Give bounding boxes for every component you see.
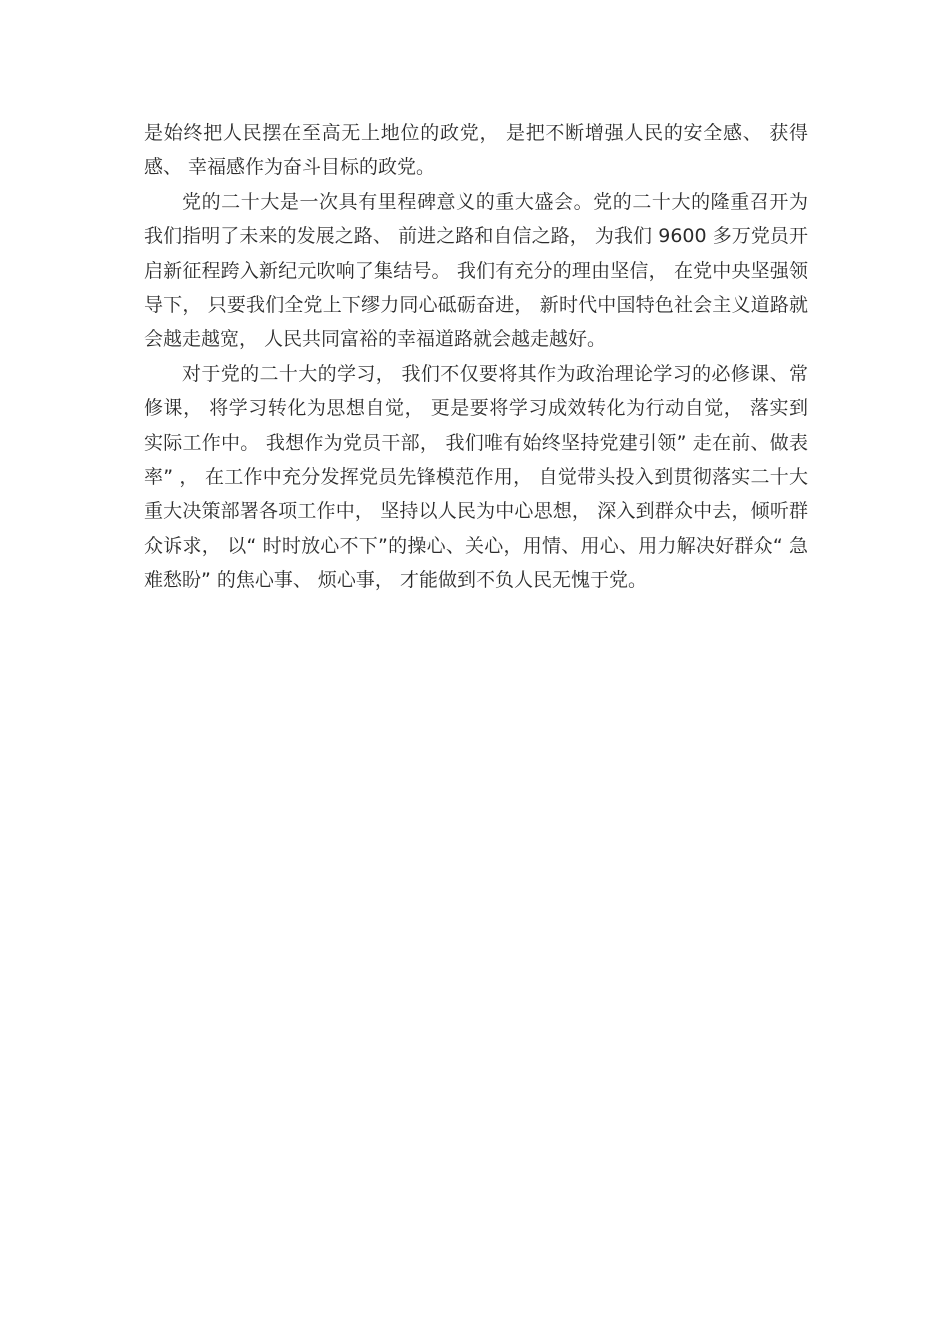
paragraph-1: 是始终把人民摆在至高无上地位的政党， 是把不断增强人民的安全感、 获得感、 幸福感作为奋斗目标的政党。 <box>144 122 808 179</box>
paragraph-3: 对于党的二十大的学习， 我们不仅要将其作为政治理论学习的必修课、常修课， 将学习转化为思想自觉， 更是要将学习成效转化为行动自觉， 落实到实际工作中。 我想作为党员干部， 我们唯有始终坚持党建引领” 走在前、做表率” ， 在工作中充分发挥党员先锋模范作用， 自觉带头投入到贯彻落实二十大重大决策部署各项工作中， 坚持以人民为中心思想， 深入到群众中去，倾听群众诉求， 以“ 时时放心不下”的操心、关心，用情、用心、用力解决好群众“ 急难愁盼” 的焦心事、 烦心事， 才能做到不负人民无愧于党。 <box>144 362 808 592</box>
paragraph-2: 党的二十大是一次具有里程碑意义的重大盛会。党的二十大的隆重召开为我们指明了未来的发展之路、 前进之路和自信之路， 为我们 9600 多万党员开启新征程跨入新纪元吹响了集结号。 我们有充分的理由坚信， 在党中央坚强领导下， 只要我们全党上下缪力同心砥砺奋进， 新时代中国特色社会主义道路就会越走越宽， 人民共同富裕的幸福道路就会越走越好。 <box>144 190 808 351</box>
document-body <box>144 116 808 598</box>
